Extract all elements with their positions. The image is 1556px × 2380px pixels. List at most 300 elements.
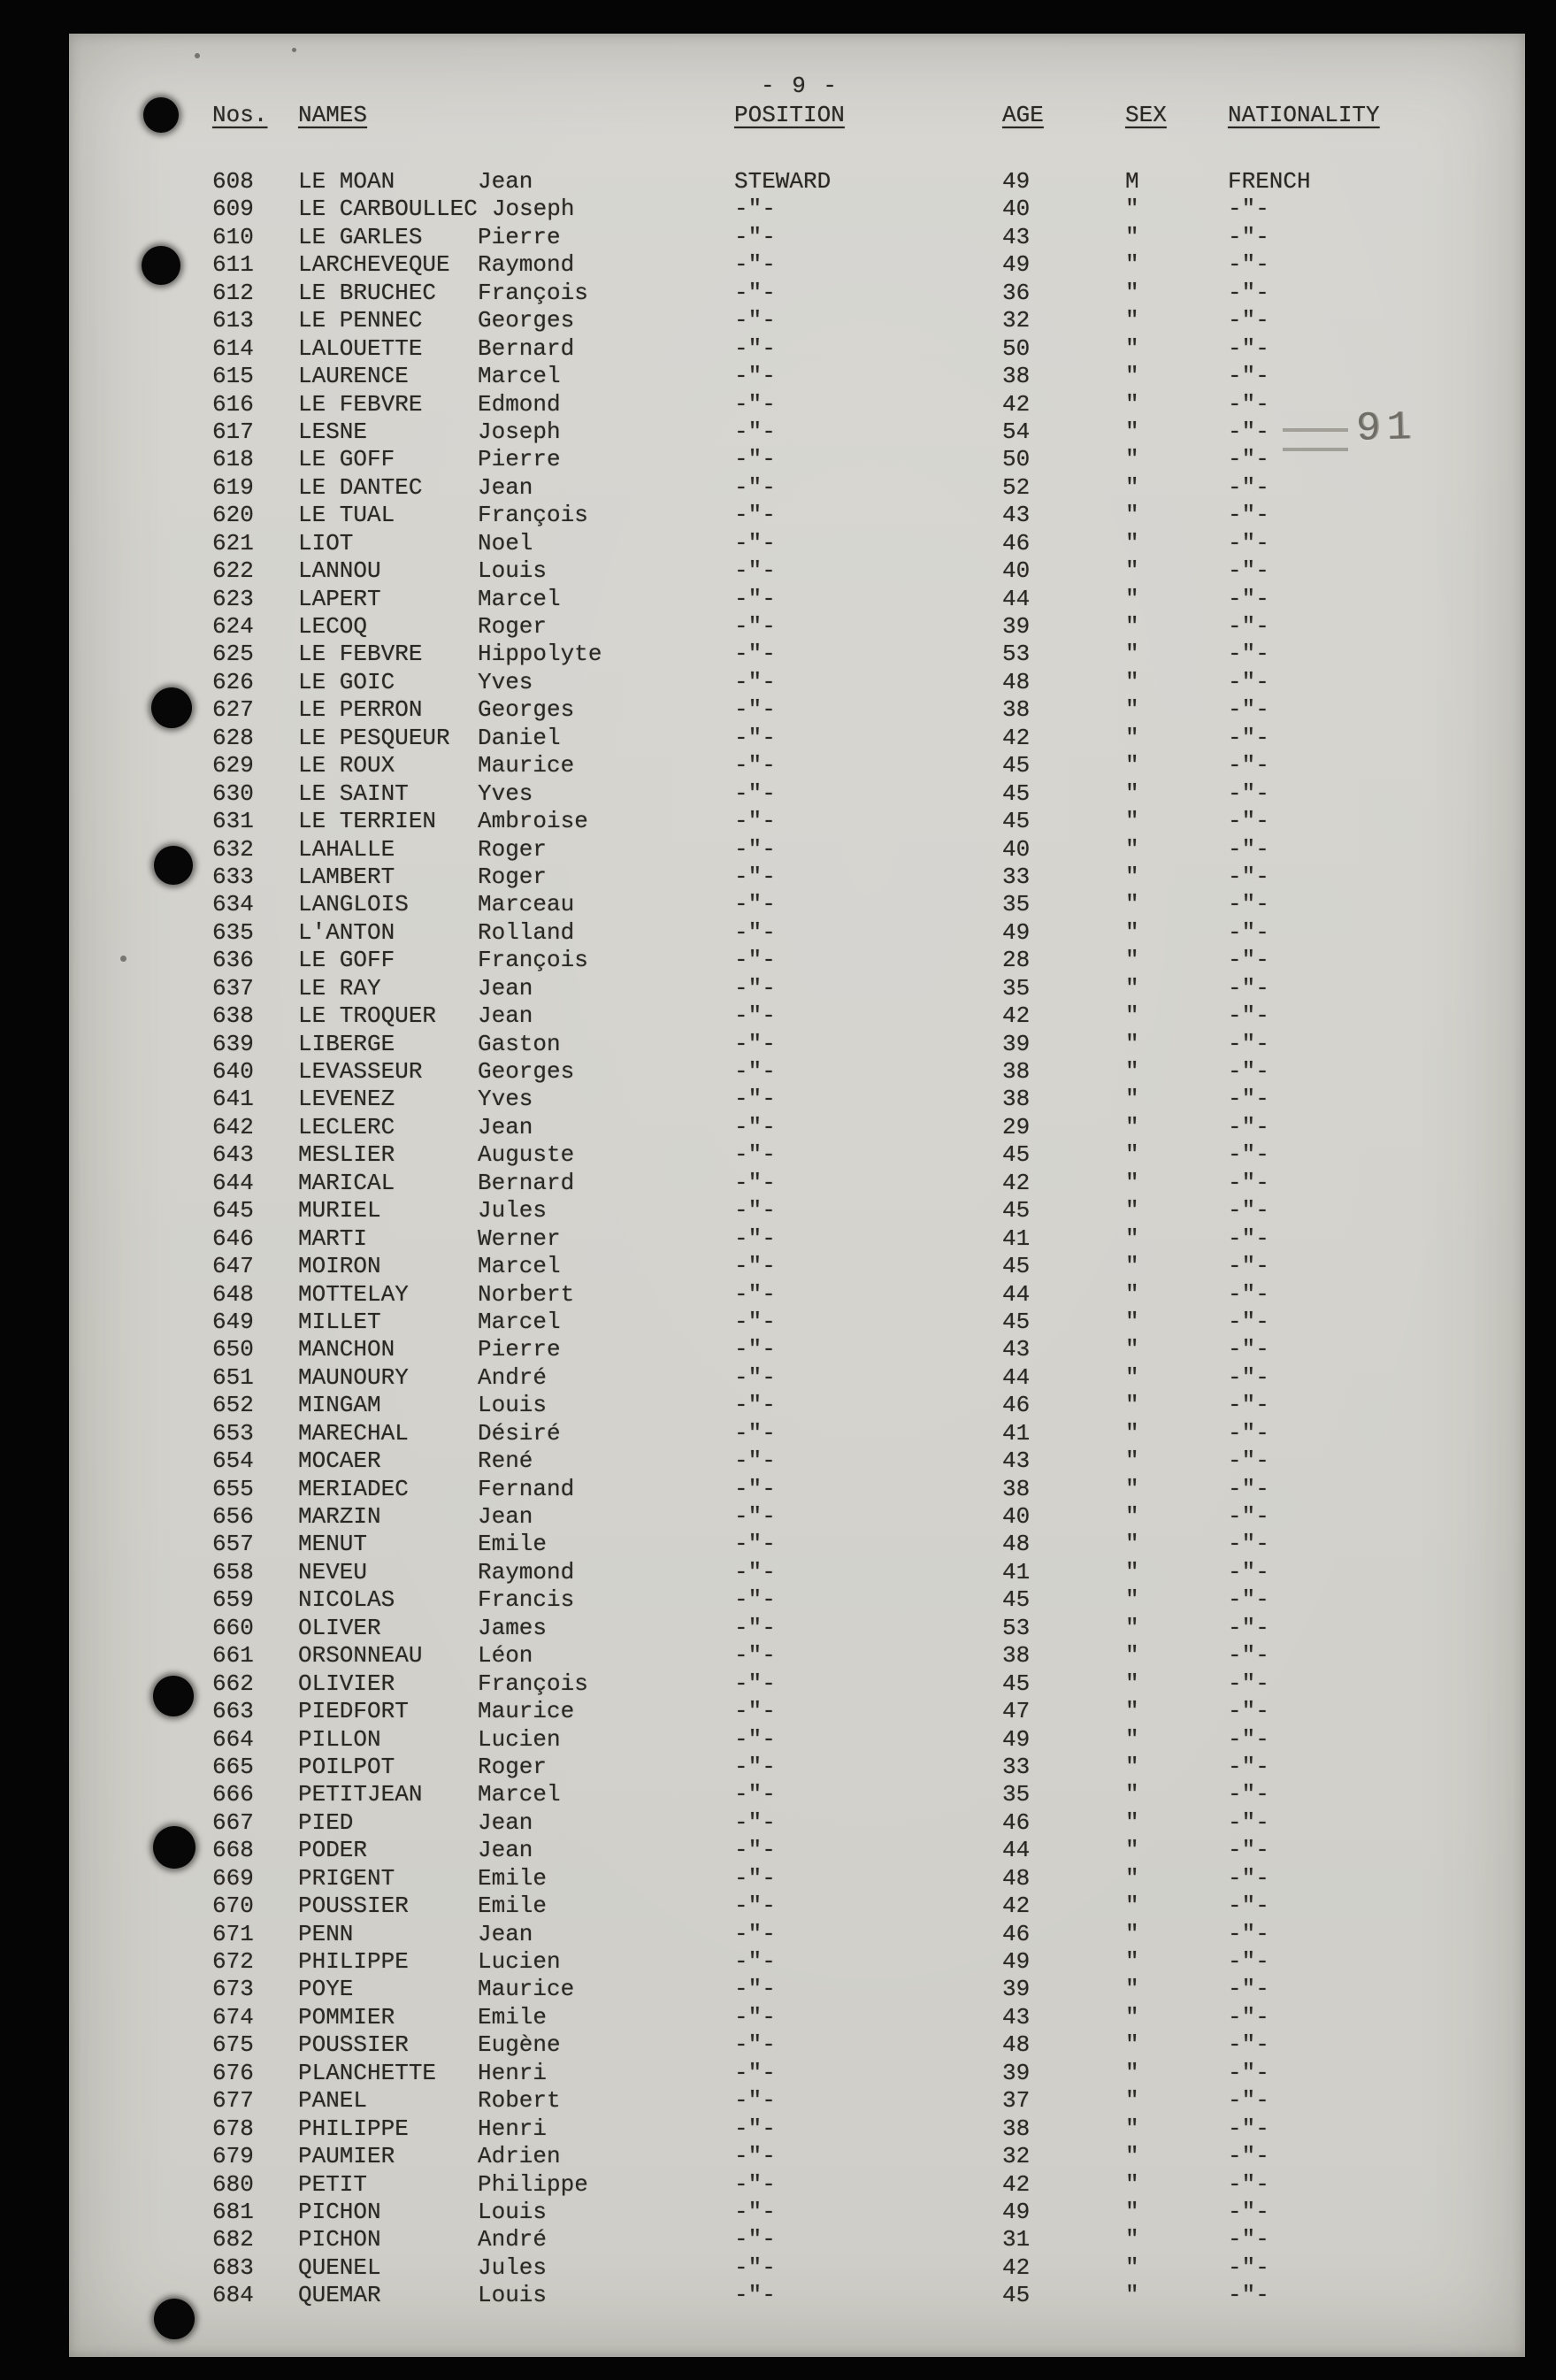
table-row (212, 1892, 1493, 1920)
table-row (212, 1309, 1493, 1336)
age-cell: 46 (1002, 1392, 1031, 1419)
sex-cell: " (1125, 613, 1139, 640)
row-number: 641 (212, 1086, 254, 1113)
nationality-cell: -"- (1228, 2143, 1269, 2170)
nationality-cell: -"- (1228, 1447, 1269, 1475)
age-cell: 49 (1002, 168, 1031, 195)
table-row (212, 2031, 1493, 2059)
row-number: 663 (212, 1698, 254, 1725)
position-cell: -"- (734, 196, 776, 223)
speck (292, 48, 296, 52)
surname: MILLET (298, 1308, 381, 1335)
surname: MARTI (298, 1225, 368, 1252)
row-number: 654 (212, 1447, 254, 1475)
table-row (212, 307, 1493, 334)
position-cell: -"- (734, 891, 776, 918)
position-cell: -"- (734, 1392, 776, 1419)
age-cell: 48 (1002, 1864, 1031, 1892)
row-number: 661 (212, 1642, 254, 1670)
row-number: 655 (212, 1475, 254, 1502)
name-cell (298, 975, 734, 1002)
given-name: André (478, 1363, 548, 1391)
header-sex: SEX (1125, 102, 1167, 128)
given-name: Jean (478, 168, 533, 195)
row-number: 679 (212, 2143, 254, 2170)
row-number: 618 (212, 446, 254, 473)
given-name: Joseph (491, 196, 575, 223)
sex-cell: " (1125, 2198, 1139, 2225)
name-cell (298, 224, 734, 251)
given-name: Désiré (478, 1419, 561, 1447)
given-name: Norbert (478, 1280, 575, 1308)
name-cell (298, 251, 734, 279)
table-header-row (212, 99, 1493, 168)
position-cell: -"- (734, 1169, 776, 1196)
given-name: James (478, 1614, 548, 1641)
name-cell (298, 2199, 734, 2226)
age-cell: 28 (1002, 947, 1031, 974)
given-name: Maurice (478, 1698, 575, 1725)
surname: PETITJEAN (298, 1781, 423, 1808)
position-cell: -"- (734, 641, 776, 668)
row-number: 642 (212, 1113, 254, 1140)
row-number: 620 (212, 502, 254, 529)
table-row (212, 864, 1493, 891)
surname: LE TUAL (298, 502, 395, 529)
sex-cell: " (1125, 2170, 1139, 2198)
given-name: Louis (478, 1392, 548, 1419)
row-number: 637 (212, 974, 254, 1002)
nationality-cell: FRENCH (1228, 168, 1311, 195)
name-cell (298, 2115, 734, 2143)
given-name: Roger (478, 1753, 548, 1780)
given-name: Francis (478, 1586, 575, 1614)
given-name: Philippe (478, 2170, 588, 2198)
age-cell: 49 (1002, 918, 1031, 946)
row-number: 648 (212, 1280, 254, 1308)
given-name: Emile (478, 1864, 548, 1892)
sex-cell: " (1125, 974, 1139, 1002)
age-cell: 45 (1002, 2282, 1031, 2309)
given-name: Jean (478, 974, 533, 1002)
nationality-cell: -"- (1228, 251, 1269, 279)
position-cell: -"- (734, 2059, 776, 2086)
sex-cell: " (1125, 2226, 1139, 2253)
table-row (212, 168, 1493, 196)
table-row (212, 808, 1493, 835)
name-cell (298, 586, 734, 613)
position-cell: -"- (734, 752, 776, 779)
name-cell (298, 1837, 734, 1864)
position-cell: -"- (734, 1253, 776, 1280)
nationality-cell: -"- (1228, 1308, 1269, 1335)
surname: PENN (298, 1920, 354, 1947)
table-row (212, 335, 1493, 363)
age-cell: 32 (1002, 2143, 1031, 2170)
sex-cell: " (1125, 808, 1139, 835)
table-row (212, 2004, 1493, 2031)
position-cell: -"- (734, 1698, 776, 1725)
given-name: Jean (478, 1837, 533, 1864)
nationality-cell: -"- (1228, 974, 1269, 1002)
given-name: Pierre (478, 446, 561, 473)
table-row (212, 2282, 1493, 2309)
nationality-cell: -"- (1228, 557, 1269, 585)
nationality-cell: -"- (1228, 2170, 1269, 2198)
nationality-cell: -"- (1228, 1670, 1269, 1697)
age-cell: 37 (1002, 2087, 1031, 2115)
given-name: Joseph (478, 418, 561, 445)
row-number: 647 (212, 1253, 254, 1280)
name-cell (298, 2226, 734, 2253)
name-cell (298, 474, 734, 502)
sex-cell: " (1125, 1698, 1139, 1725)
age-cell: 32 (1002, 307, 1031, 334)
sex-cell: " (1125, 1363, 1139, 1391)
age-cell: 38 (1002, 1642, 1031, 1670)
sex-cell: " (1125, 668, 1139, 695)
nationality-cell: -"- (1228, 1864, 1269, 1892)
position-cell: -"- (734, 1670, 776, 1697)
surname: PILLON (298, 1725, 381, 1753)
nationality-cell: -"- (1228, 641, 1269, 668)
table-row (212, 530, 1493, 557)
surname: MOTTELAY (298, 1280, 409, 1308)
row-number: 635 (212, 918, 254, 946)
nationality-cell: -"- (1228, 752, 1269, 779)
row-number: 615 (212, 363, 254, 390)
name-cell (298, 2004, 734, 2031)
age-cell: 45 (1002, 1586, 1031, 1614)
table-row (212, 1114, 1493, 1141)
position-cell: -"- (734, 1086, 776, 1113)
age-cell: 41 (1002, 1225, 1031, 1252)
nationality-cell: -"- (1228, 2226, 1269, 2253)
sex-cell: " (1125, 1308, 1139, 1335)
name-cell (298, 307, 734, 334)
given-name: François (478, 502, 588, 529)
surname: PAUMIER (298, 2143, 395, 2170)
name-cell (298, 1476, 734, 1503)
row-number: 682 (212, 2226, 254, 2253)
row-number: 610 (212, 223, 254, 250)
age-cell: 49 (1002, 251, 1031, 279)
position-cell: -"- (734, 668, 776, 695)
nationality-cell: -"- (1228, 502, 1269, 529)
position-cell: -"- (734, 863, 776, 890)
surname: LEVASSEUR (298, 1058, 423, 1085)
sex-cell: " (1125, 1558, 1139, 1585)
position-cell: -"- (734, 363, 776, 390)
punch-hole (154, 846, 193, 885)
sex-cell: " (1125, 585, 1139, 612)
surname: POILPOT (298, 1753, 395, 1780)
position-cell: -"- (734, 1308, 776, 1335)
table-row (212, 1726, 1493, 1754)
row-number: 632 (212, 835, 254, 863)
nationality-cell: -"- (1228, 808, 1269, 835)
table-row (212, 2115, 1493, 2143)
row-number: 677 (212, 2087, 254, 2115)
name-cell (298, 2143, 734, 2170)
sex-cell: " (1125, 2031, 1139, 2059)
name-cell (298, 919, 734, 947)
speck (195, 53, 200, 58)
name-cell (298, 1670, 734, 1698)
position-cell: -"- (734, 1475, 776, 1502)
table-row (212, 975, 1493, 1002)
position-cell: -"- (734, 1614, 776, 1641)
given-name: Roger (478, 863, 548, 890)
nationality-cell: -"- (1228, 1586, 1269, 1614)
position-cell: -"- (734, 1837, 776, 1864)
sex-cell: " (1125, 307, 1139, 334)
sex-cell: " (1125, 2143, 1139, 2170)
table-row (212, 1642, 1493, 1670)
given-name: Pierre (478, 1336, 561, 1363)
age-cell: 41 (1002, 1558, 1031, 1585)
page-number: - 9 - (761, 73, 839, 99)
sex-cell: " (1125, 223, 1139, 250)
row-number: 651 (212, 1363, 254, 1391)
position-cell: -"- (734, 1864, 776, 1892)
table-row (212, 1031, 1493, 1058)
nationality-cell: -"- (1228, 529, 1269, 557)
row-number: 664 (212, 1725, 254, 1753)
age-cell: 40 (1002, 1503, 1031, 1530)
sex-cell: " (1125, 1280, 1139, 1308)
name-cell (298, 1809, 734, 1837)
nationality-cell: -"- (1228, 1086, 1269, 1113)
surname: LE FEBVRE (298, 390, 423, 418)
table-row (212, 919, 1493, 947)
name-cell (298, 1447, 734, 1475)
sex-cell: " (1125, 418, 1139, 445)
row-number: 633 (212, 863, 254, 890)
row-number: 628 (212, 724, 254, 751)
name-cell (298, 2254, 734, 2282)
age-cell: 52 (1002, 473, 1031, 501)
age-cell: 49 (1002, 2198, 1031, 2225)
table-row (212, 502, 1493, 529)
nationality-cell: -"- (1228, 2087, 1269, 2115)
name-cell (298, 1225, 734, 1253)
table-row (212, 1002, 1493, 1030)
table-row (212, 780, 1493, 808)
surname: LE MOAN (298, 168, 395, 195)
name-cell (298, 502, 734, 529)
table-row (212, 1976, 1493, 2003)
age-cell: 41 (1002, 1419, 1031, 1447)
position-cell: -"- (734, 1225, 776, 1252)
surname: PLANCHETTE (298, 2059, 437, 2086)
name-cell (298, 1392, 734, 1419)
age-cell: 42 (1002, 724, 1031, 751)
row-number: 668 (212, 1837, 254, 1864)
age-cell: 53 (1002, 641, 1031, 668)
row-number: 611 (212, 251, 254, 279)
sex-cell: " (1125, 279, 1139, 306)
sex-cell: " (1125, 1920, 1139, 1947)
nationality-cell: -"- (1228, 446, 1269, 473)
table-row (212, 1670, 1493, 1698)
nationality-cell: -"- (1228, 891, 1269, 918)
surname: LE GARLES (298, 223, 423, 250)
surname: LE GOIC (298, 668, 395, 695)
nationality-cell: -"- (1228, 585, 1269, 612)
surname: LANNOU (298, 557, 381, 585)
position-cell: -"- (734, 696, 776, 724)
row-number: 669 (212, 1864, 254, 1892)
given-name: Bernard (478, 1169, 575, 1196)
row-number: 653 (212, 1419, 254, 1447)
header-names: NAMES (298, 102, 368, 128)
given-name: Yves (478, 779, 533, 807)
header-position: POSITION (734, 102, 845, 128)
row-number: 675 (212, 2031, 254, 2059)
row-number: 646 (212, 1225, 254, 1252)
age-cell: 36 (1002, 279, 1031, 306)
sex-cell: " (1125, 502, 1139, 529)
table-row (212, 1197, 1493, 1225)
nationality-cell: -"- (1228, 2253, 1269, 2281)
surname: OLIVER (298, 1614, 381, 1641)
sex-cell: " (1125, 891, 1139, 918)
given-name: Raymond (478, 251, 575, 279)
sex-cell: " (1125, 1753, 1139, 1780)
sex-cell: " (1125, 2087, 1139, 2115)
name-cell (298, 363, 734, 390)
given-name: Daniel (478, 724, 561, 751)
position-cell: -"- (734, 808, 776, 835)
name-cell (298, 530, 734, 557)
sex-cell: " (1125, 835, 1139, 863)
row-number: 649 (212, 1308, 254, 1335)
name-cell (298, 2282, 734, 2309)
nationality-cell: -"- (1228, 1892, 1269, 1920)
given-name: Lucien (478, 1948, 561, 1975)
nationality-cell: -"- (1228, 418, 1269, 445)
table-row (212, 1476, 1493, 1503)
surname: MURIEL (298, 1197, 381, 1225)
position-cell: -"- (734, 1892, 776, 1920)
sex-cell: " (1125, 2059, 1139, 2086)
position-cell: -"- (734, 1531, 776, 1558)
name-cell (298, 891, 734, 918)
sex-cell: " (1125, 1503, 1139, 1530)
name-cell (298, 752, 734, 779)
position-cell: -"- (734, 1753, 776, 1780)
row-number: 621 (212, 529, 254, 557)
nationality-cell: -"- (1228, 223, 1269, 250)
sex-cell: " (1125, 1531, 1139, 1558)
age-cell: 50 (1002, 334, 1031, 362)
sex-cell: " (1125, 1225, 1139, 1252)
age-cell: 35 (1002, 891, 1031, 918)
name-cell (298, 1948, 734, 1976)
row-number: 676 (212, 2059, 254, 2086)
given-name: Marceau (478, 891, 575, 918)
age-cell: 42 (1002, 390, 1031, 418)
row-number: 683 (212, 2253, 254, 2281)
surname: MARECHAL (298, 1419, 409, 1447)
sex-cell: " (1125, 1086, 1139, 1113)
nationality-cell: -"- (1228, 2031, 1269, 2059)
age-cell: 53 (1002, 1614, 1031, 1641)
row-number: 678 (212, 2115, 254, 2142)
table-row (212, 613, 1493, 641)
row-number: 638 (212, 1002, 254, 1030)
sex-cell: " (1125, 1864, 1139, 1892)
surname: MANCHON (298, 1336, 395, 1363)
nationality-cell: -"- (1228, 1058, 1269, 1085)
row-number: 666 (212, 1781, 254, 1808)
given-name: Edmond (478, 390, 561, 418)
surname: LAURENCE (298, 363, 409, 390)
punch-hole (143, 97, 179, 133)
table-row (212, 1865, 1493, 1892)
position-cell: -"- (734, 1336, 776, 1363)
age-cell: 39 (1002, 1976, 1031, 2003)
given-name: Léon (478, 1642, 533, 1670)
position-cell: -"- (734, 1586, 776, 1614)
sex-cell: " (1125, 390, 1139, 418)
position-cell: -"- (734, 835, 776, 863)
table-row (212, 1392, 1493, 1419)
given-name: Lucien (478, 1725, 561, 1753)
position-cell: -"- (734, 1002, 776, 1030)
header-nos: Nos. (212, 102, 268, 128)
nationality-cell: -"- (1228, 1002, 1269, 1030)
row-number: 612 (212, 279, 254, 306)
table-row (212, 196, 1493, 223)
name-cell (298, 391, 734, 418)
position-cell: -"- (734, 1141, 776, 1169)
given-name: Jules (478, 2253, 548, 2281)
surname: LE PERRON (298, 696, 423, 724)
given-name: Marcel (478, 1781, 561, 1808)
age-cell: 44 (1002, 1837, 1031, 1864)
position-cell: -"- (734, 947, 776, 974)
surname: MERIADEC (298, 1475, 409, 1502)
position-cell: -"- (734, 2253, 776, 2281)
position-cell: -"- (734, 2226, 776, 2253)
surname: LARCHEVEQUE (298, 251, 450, 279)
given-name: Emile (478, 2003, 548, 2031)
nationality-cell: -"- (1228, 1781, 1269, 1808)
name-cell (298, 2171, 734, 2199)
position-cell: -"- (734, 418, 776, 445)
age-cell: 49 (1002, 1948, 1031, 1975)
given-name: Hippolyte (478, 641, 602, 668)
sex-cell: " (1125, 1892, 1139, 1920)
position-cell: -"- (734, 1948, 776, 1975)
table-row (212, 1503, 1493, 1531)
surname: QUENEL (298, 2253, 381, 2281)
given-name: Maurice (478, 1976, 575, 2003)
position-cell: -"- (734, 1642, 776, 1670)
row-number: 652 (212, 1392, 254, 1419)
age-cell: 48 (1002, 2031, 1031, 2059)
table-row (212, 1141, 1493, 1169)
given-name: Yves (478, 668, 533, 695)
row-number: 623 (212, 585, 254, 612)
table-row (212, 1615, 1493, 1642)
given-name: Raymond (478, 1558, 575, 1585)
given-name: François (478, 1670, 588, 1697)
sex-cell: " (1125, 196, 1139, 223)
row-number: 616 (212, 390, 254, 418)
